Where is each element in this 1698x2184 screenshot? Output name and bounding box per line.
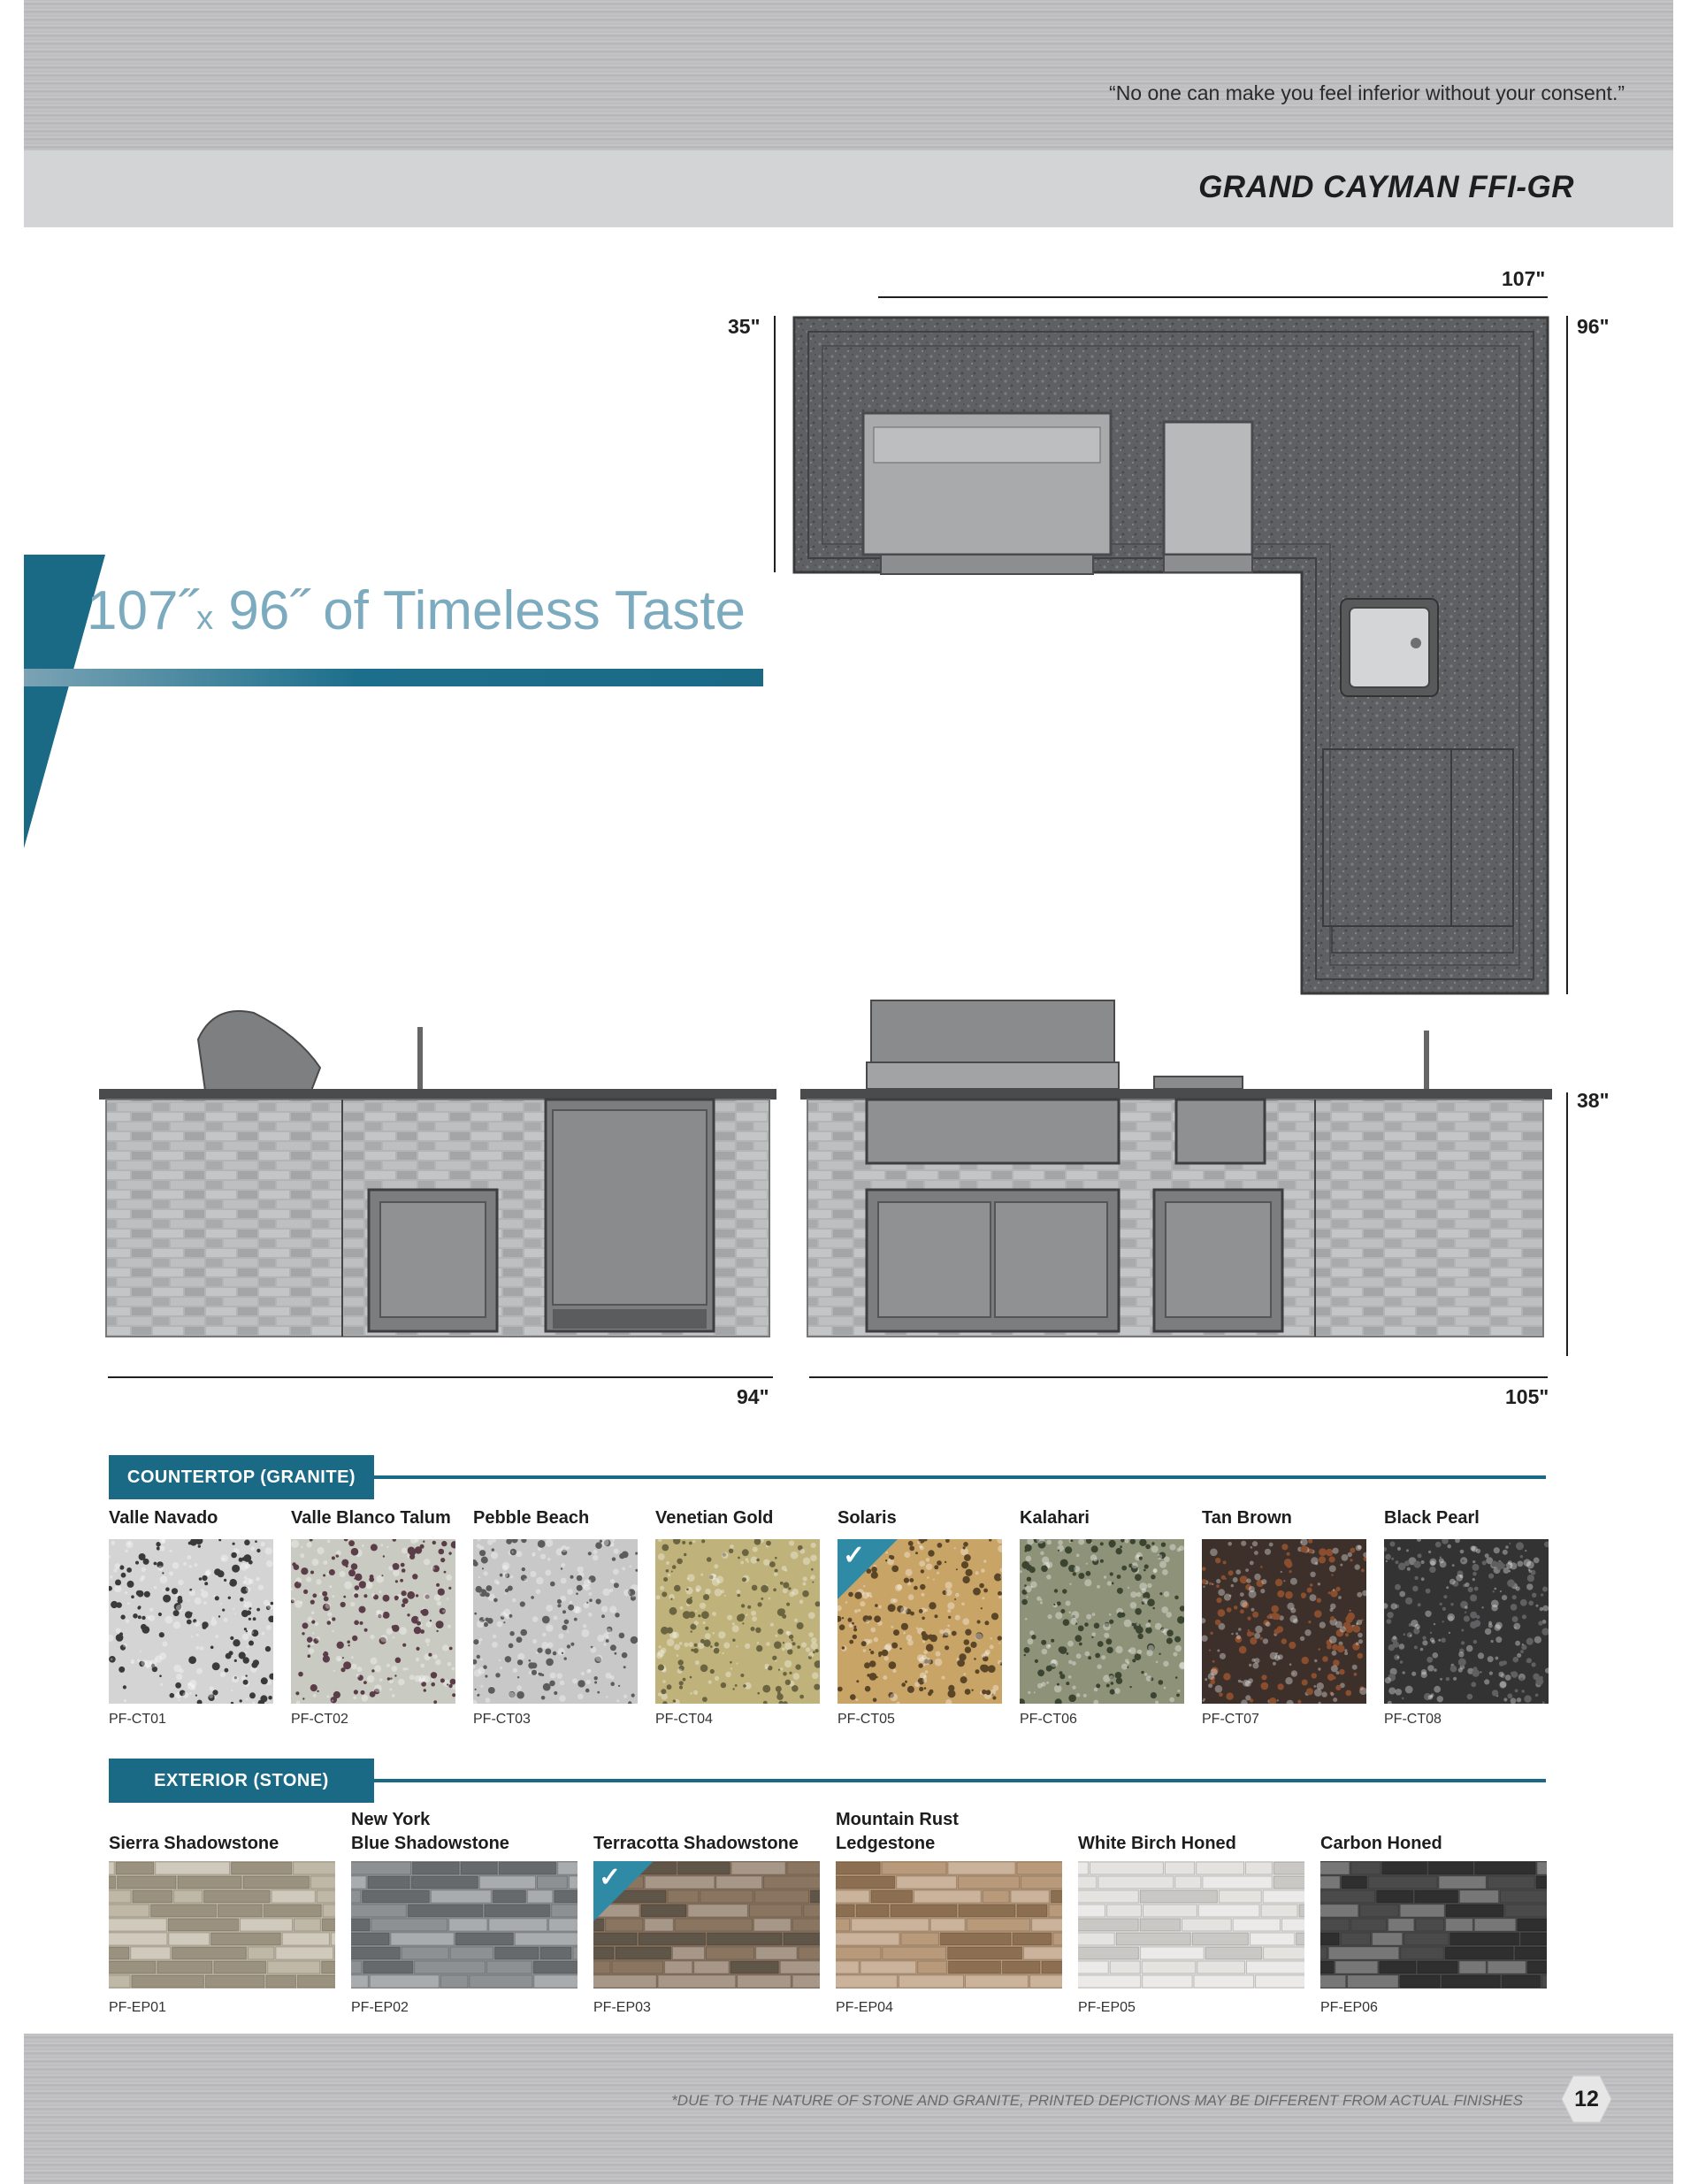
exterior-swatch-name — [109, 1808, 279, 1856]
exterior-swatch-name — [1078, 1808, 1236, 1856]
plan-left-depth-label: 35" — [728, 315, 761, 338]
right-elevation-drawing — [800, 995, 1556, 1362]
exterior-swatch-name-line1 — [593, 1808, 799, 1832]
left-run-line — [108, 1376, 773, 1378]
plan-width-label: 107" — [1502, 267, 1546, 290]
countertop-swatch-name: Kalahari — [1020, 1508, 1090, 1528]
headline — [87, 579, 746, 642]
headline-inch-mark: ˝ — [289, 580, 308, 641]
footer-disclaimer: *DUE TO THE NATURE OF STONE AND GRANITE, PRINTED DEPICTIONS MAY BE DIFFERENT FROM ACTUAL FINISHES — [671, 2092, 1523, 2109]
page-number: 12 — [1574, 2087, 1599, 2111]
headline-tagline: of Timeless Taste — [323, 580, 746, 641]
elevation-height-label: 38" — [1577, 1089, 1610, 1112]
exterior-section-heading: EXTERIOR (STONE) — [109, 1759, 374, 1803]
granite-texture — [473, 1539, 638, 1704]
stone-texture — [1078, 1861, 1304, 1989]
countertop-swatch-name: Solaris — [838, 1508, 897, 1528]
exterior-swatch-name-line2: Sierra Shadowstone — [109, 1834, 279, 1853]
countertop-swatch-tile[interactable] — [473, 1539, 638, 1704]
exterior-swatch-name — [351, 1808, 509, 1856]
headline-depth: 96 — [228, 580, 290, 641]
exterior-swatch-tile[interactable] — [351, 1861, 577, 1989]
exterior-swatch-name-line1: Mountain Rust — [836, 1810, 959, 1829]
countertop-swatch-tile[interactable] — [1384, 1539, 1549, 1704]
stone-texture — [351, 1861, 577, 1989]
exterior-swatch-name — [1320, 1808, 1442, 1856]
checkmark-icon: ✓ — [843, 1541, 866, 1570]
exterior-swatch-name — [593, 1808, 799, 1856]
granite-texture — [1020, 1539, 1184, 1704]
countertop-swatch-tile[interactable] — [109, 1539, 273, 1704]
countertop-swatch-code: PF-CT08 — [1384, 1712, 1442, 1727]
granite-texture — [1384, 1539, 1549, 1704]
countertop-swatch-code: PF-CT06 — [1020, 1712, 1077, 1727]
exterior-swatch-code: PF-EP03 — [593, 2000, 651, 2015]
exterior-swatch-code: PF-EP01 — [109, 2000, 166, 2015]
countertop-swatch-name: Valle Navado — [109, 1508, 218, 1528]
exterior-section-rule — [374, 1779, 1546, 1782]
exterior-swatch-name-line2: Blue Shadowstone — [351, 1834, 509, 1853]
countertop-swatch-name: Valle Blanco Talum — [291, 1508, 451, 1528]
exterior-swatch-name-line2: White Birch Honed — [1078, 1834, 1236, 1853]
exterior-swatch-name-line2: Ledgestone — [836, 1834, 936, 1853]
exterior-swatch-name-line1: New York — [351, 1810, 431, 1829]
countertop-swatch-name: Black Pearl — [1384, 1508, 1480, 1528]
exterior-swatch-code: PF-EP05 — [1078, 2000, 1136, 2015]
header-quote: “No one can make you feel inferior without your consent.” — [1109, 81, 1625, 104]
elevation-height-line — [1566, 1092, 1568, 1356]
exterior-swatch-name-line1 — [1078, 1808, 1236, 1832]
title-bar — [24, 150, 1673, 227]
exterior-swatch-code: PF-EP02 — [351, 2000, 409, 2015]
headline-inch-mark: ˝ — [178, 580, 197, 641]
granite-texture — [655, 1539, 820, 1704]
exterior-swatch-name — [836, 1808, 959, 1856]
exterior-swatch-code: PF-EP06 — [1320, 2000, 1378, 2015]
stone-texture — [1320, 1861, 1547, 1989]
exterior-swatch-tile[interactable] — [593, 1861, 820, 1989]
exterior-swatch-tile[interactable] — [1320, 1861, 1547, 1989]
granite-texture — [109, 1539, 273, 1704]
exterior-swatch-name-line1 — [1320, 1808, 1442, 1832]
granite-texture — [291, 1539, 455, 1704]
countertop-swatch-name: Pebble Beach — [473, 1508, 590, 1528]
countertop-swatch-code: PF-CT07 — [1202, 1712, 1259, 1727]
plan-right-depth-label: 96" — [1577, 315, 1610, 338]
checkmark-icon: ✓ — [599, 1863, 622, 1892]
headline-width: 107 — [87, 580, 179, 641]
headline-by: x — [196, 600, 214, 637]
countertop-swatch-tile[interactable] — [291, 1539, 455, 1704]
countertop-swatch-code: PF-CT03 — [473, 1712, 531, 1727]
exterior-swatch-name-line1 — [109, 1808, 279, 1832]
right-run-line — [809, 1376, 1548, 1378]
countertop-swatch-tile[interactable] — [1202, 1539, 1366, 1704]
exterior-swatch-name-line2: Terracotta Shadowstone — [593, 1834, 799, 1853]
exterior-swatch-code: PF-EP04 — [836, 2000, 893, 2015]
left-elevation-drawing — [99, 995, 780, 1362]
plan-right-depth-line — [1566, 316, 1568, 994]
plan-width-line — [878, 296, 1548, 298]
countertop-swatch-code: PF-CT02 — [291, 1712, 348, 1727]
granite-texture — [1202, 1539, 1366, 1704]
countertop-swatch-code: PF-CT05 — [838, 1712, 895, 1727]
stone-texture — [836, 1861, 1062, 1989]
countertop-swatch-name: Venetian Gold — [655, 1508, 774, 1528]
plan-left-depth-line — [774, 316, 776, 572]
countertop-swatch-tile[interactable] — [1020, 1539, 1184, 1704]
headline-underline — [24, 669, 763, 686]
countertop-swatch-code: PF-CT04 — [655, 1712, 713, 1727]
plan-view-drawing — [792, 316, 1553, 997]
header-band — [24, 0, 1673, 150]
stone-texture — [109, 1861, 335, 1989]
exterior-swatch-tile[interactable] — [109, 1861, 335, 1989]
countertop-section-heading: COUNTERTOP (GRANITE) — [109, 1455, 374, 1499]
exterior-swatch-name-line2: Carbon Honed — [1320, 1834, 1442, 1853]
exterior-swatch-tile[interactable] — [836, 1861, 1062, 1989]
exterior-swatch-tile[interactable] — [1078, 1861, 1304, 1989]
right-run-label: 105" — [1505, 1385, 1549, 1408]
footer-band — [24, 2034, 1673, 2184]
countertop-swatch-tile[interactable] — [838, 1539, 1002, 1704]
model-title: GRAND CAYMAN FFI-GR — [1198, 170, 1574, 204]
countertop-section-rule — [374, 1475, 1546, 1479]
left-run-label: 94" — [737, 1385, 769, 1408]
countertop-swatch-code: PF-CT01 — [109, 1712, 166, 1727]
countertop-swatch-name: Tan Brown — [1202, 1508, 1292, 1528]
countertop-swatch-tile[interactable] — [655, 1539, 820, 1704]
